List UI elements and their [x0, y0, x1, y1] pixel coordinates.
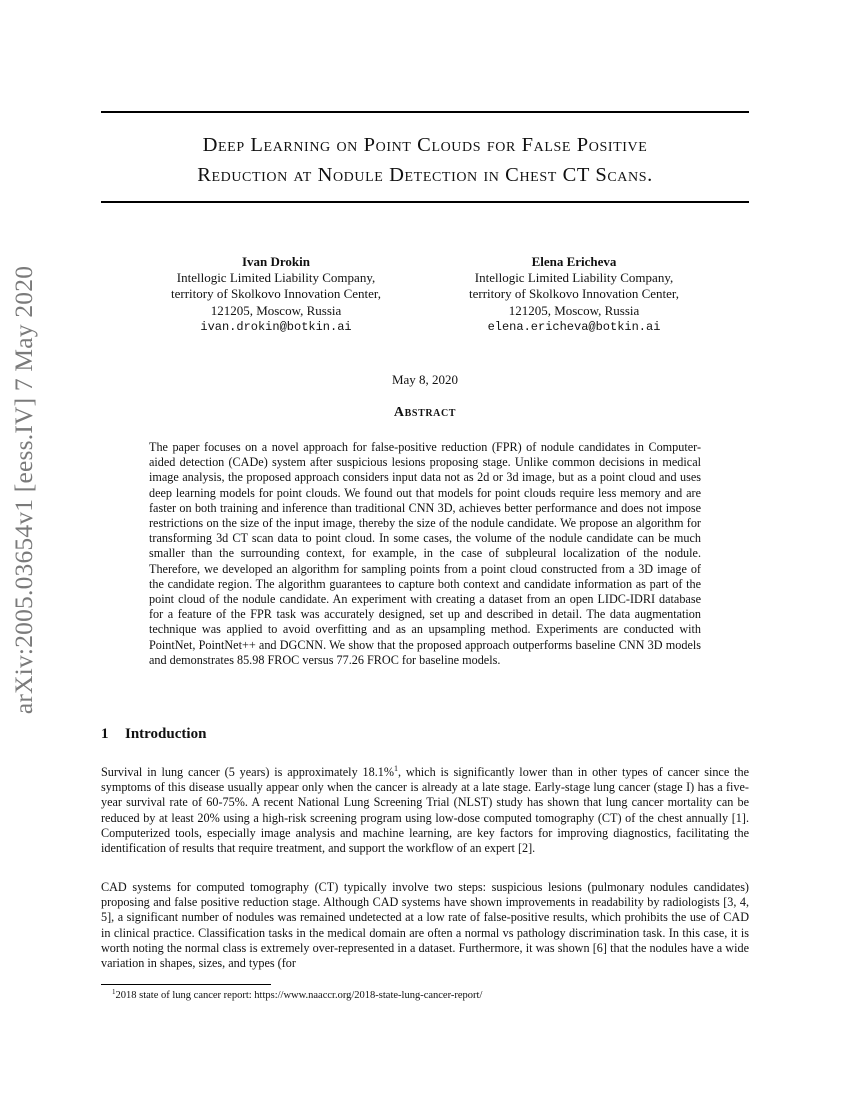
- paper-title: [101, 130, 749, 190]
- title-rule-bottom: [101, 201, 749, 203]
- author-affiliation: territory of Skolkovo Innovation Center,: [469, 286, 679, 302]
- author-name: Elena Ericheva: [531, 254, 617, 269]
- section-number: 1: [101, 726, 109, 742]
- paragraph-text: , which is significantly lower than in other types of cancer since the symptoms of this disease usually appear only when the cancer is already at a late stage. Early-stage lung cancer (stage I) has a five-year survival rate of 60-75%. A recent National Lung Screening Trial (NLST) study has shown that lung cancer mortality can be reduced by at least 20% using a high-risk screening program using low-dose computed tomography (CT) of the chest annually [1]. Computerized tools, especially image analysis and machine learning, are key factors for improving diagnostics, facilitating the identification of results that require treatment, and support the workflow of an expert [2].: [101, 765, 749, 856]
- author-affiliation: territory of Skolkovo Innovation Center,: [171, 286, 381, 302]
- author-affiliation: Intellogic Limited Liability Company,: [176, 270, 376, 286]
- author-affiliation: 121205, Moscow, Russia: [210, 302, 342, 318]
- arxiv-stamp: [2, 265, 46, 715]
- arxiv-identifier[interactable]: arXiv:2005.03654v1 [eess.IV] 7 May 2020: [9, 265, 38, 715]
- author-block-1: [126, 254, 426, 335]
- author-affiliation: 121205, Moscow, Russia: [508, 302, 640, 318]
- author-affiliation: Intellogic Limited Liability Company,: [474, 270, 674, 286]
- title-rule-top: [101, 111, 749, 113]
- footnote: [112, 989, 482, 1003]
- author-email[interactable]: ivan.drokin@botkin.ai: [200, 319, 352, 334]
- abstract-text: The paper focuses on a novel approach for false-positive reduction (FPR) of nodule candidates in Computer-aided detection (CADe) system after suspicious lesions proposing stage. Unlike common decisions in medical image analysis, the proposed approach considers input data not as 2d or 3d image, but as a point cloud and uses deep learning models for point clouds. We found out that models for point clouds require less memory and are faster on both training and inference than traditional CNN 3D, achieves better performance and does not impose restrictions on the size of the input image, thereby the size of the nodule candidate. We propose an algorithm for transforming 3d CT scan data to point cloud. In some cases, the volume of the nodule candidate can be much smaller than the surrounding context, for example, in the case of subpleural localization of the nodule. Therefore, we developed an algorithm for sampling points from a point cloud constructed from a 3D image of the candidate region. The algorithm guarantees to capture both context and candidate information as part of the point cloud of the nodule candidate. An experiment with creating a dataset from an open LIDC-IDRI database for a feature of the FPR task was accurately designed, set up and described in detail. The data augmentation technique was applied to avoid overfitting and as an upsampling method. Experiments are conducted with PointNet, PointNet++ and DGCNN. We show that the proposed approach outperforms baseline CNN 3D models and demonstrates 85.98 FROC versus 77.26 FROC for baseline models.: [149, 440, 701, 667]
- section-title: Introduction: [125, 726, 207, 742]
- section-heading-introduction: [101, 726, 206, 743]
- paper-title-line-2: Reduction at Nodule Detection in Chest CT Scans.: [197, 164, 653, 186]
- footnote-reference[interactable]: 1: [394, 764, 398, 773]
- author-name: Ivan Drokin: [241, 254, 311, 269]
- footnote-mark: 1: [112, 988, 116, 996]
- introduction-paragraph-1: [101, 765, 749, 856]
- abstract-heading: Abstract: [393, 405, 457, 420]
- footnote-rule: [101, 984, 271, 985]
- paragraph-text: Survival in lung cancer (5 years) is approximately 18.1%: [101, 765, 394, 779]
- author-block-2: [424, 254, 724, 335]
- footnote-text[interactable]: 2018 state of lung cancer report: https://www.naaccr.org/2018-state-lung-cancer-report/: [115, 990, 483, 1001]
- publication-date: May 8, 2020: [391, 372, 459, 387]
- author-email[interactable]: elena.ericheva@botkin.ai: [487, 319, 661, 334]
- paper-title-line-1: Deep Learning on Point Clouds for False Positive: [202, 134, 648, 156]
- introduction-paragraph-2: CAD systems for computed tomography (CT) typically involve two steps: suspicious lesions (pulmonary nodules candidates) proposing and false positive reduction stage. Although CAD systems have shown improvements in readability by radiologists [3, 4, 5], a significant number of nodules was remained undetected at a low rate of false-positive results, which prohibits the use of CAD in clinical practice. Classification tasks in the medical domain are often a normal vs pathology discrimination task. In this case, it is worth noting the normal class is extremely over-represented in a dataset. Furthermore, it was shown [6] that the nodules have a wide variation in shapes, sizes, and types (for: [101, 880, 749, 971]
